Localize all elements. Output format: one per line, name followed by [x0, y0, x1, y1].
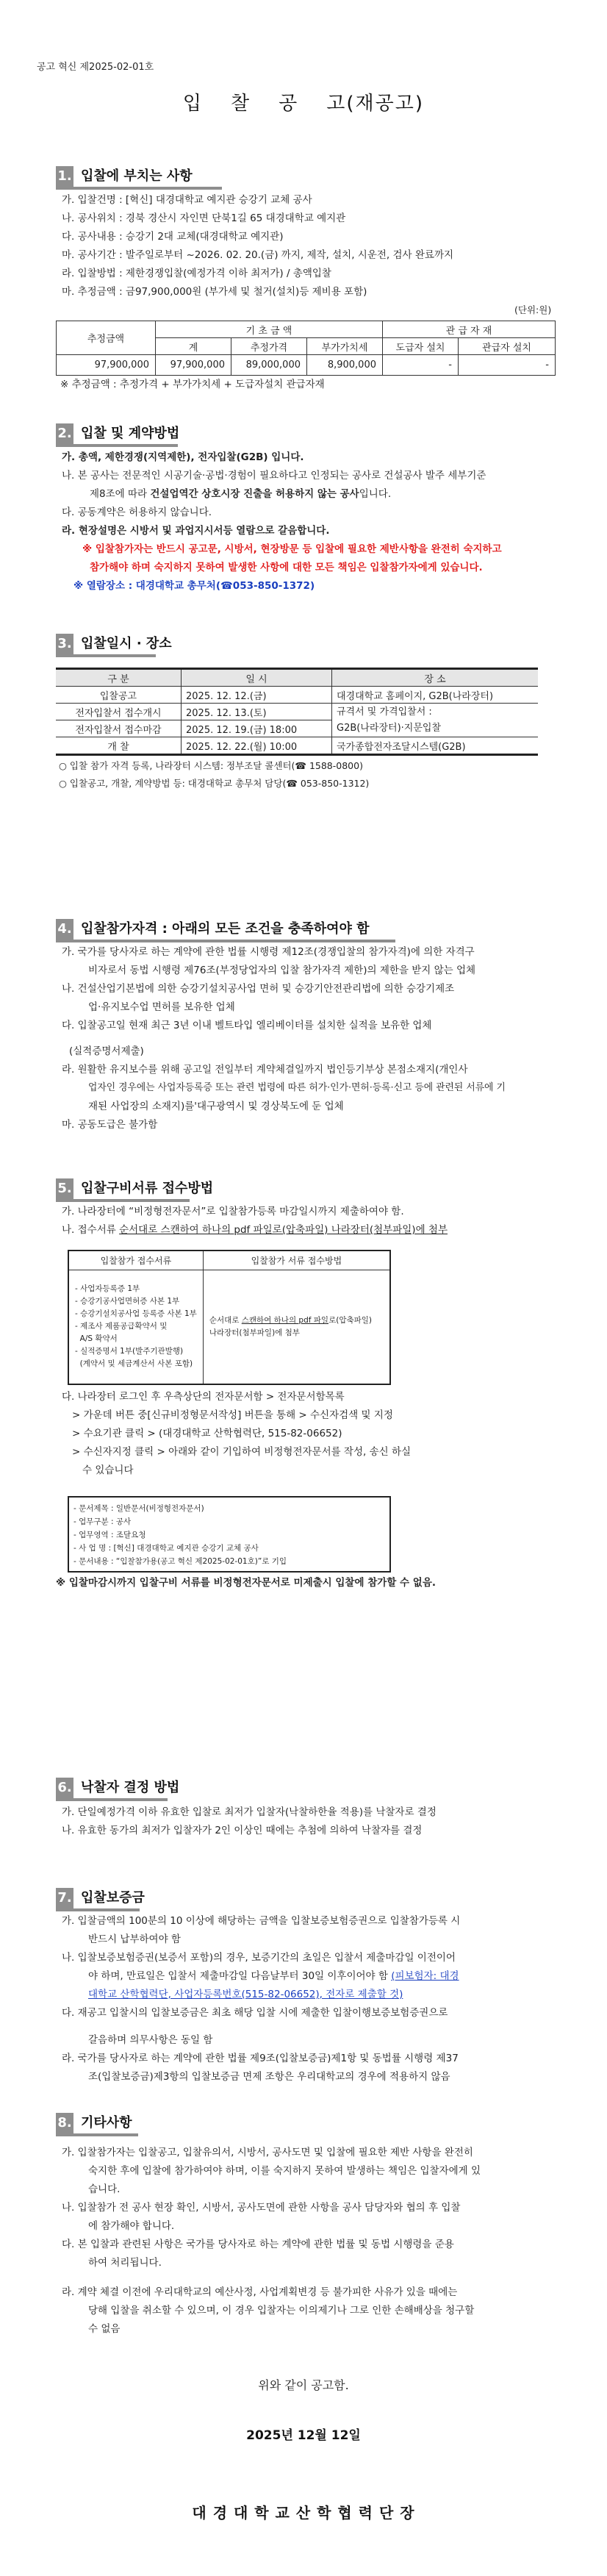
section-title: 입찰보증금 [81, 1890, 145, 1906]
s1-item: 마. 공사기간 : 발주일로부터 ~2026. 02. 20.(금) 까지, 제작, 설치, 시운전, 검사 완료까지 [62, 249, 454, 261]
form-line: - 문서제목 : 일반문서(비정형전자문서) [73, 1504, 204, 1513]
row-datetime: 2025. 12. 22.(월) 10:00 [182, 737, 332, 755]
s5-item-c: > 수신자지정 클릭 > 아래와 같이 기입하여 비정형전자문서를 작성, 송신 하실 [72, 1446, 412, 1458]
section-number: 7. [56, 1888, 73, 1908]
header-place: 장 소 [332, 669, 539, 687]
s5-item-c: 다. 나라장터 로그인 후 우측상단의 전자문서함 > 전자문서함목록 [62, 1391, 345, 1403]
s6-line: 가. 단일예정가격 이하 유효한 입찰로 최저가 입찰자(낙찰하한율 적용)를 낙찰자로 결정 [62, 1806, 437, 1818]
header-supply-material: 관 급 자 재 [383, 321, 556, 338]
s4-line: 가. 국가를 당사자로 하는 계약에 관한 법률 시행령 제12조(경쟁입찰의 참가자격)에 의한 자격구 [62, 946, 475, 958]
doc-item: A/S 확약서 [75, 1334, 118, 1344]
section-number: 5. [56, 1178, 73, 1199]
section-underline [56, 940, 395, 942]
section-underline [56, 187, 222, 190]
s8-line: 하여 처리됩니다. [88, 2257, 162, 2269]
cell-total: 97,900,000 [156, 355, 231, 376]
s7-line: 라. 국가를 당사자로 하는 계약에 관한 법률 제9조(입찰보증금)제1항 및 동법률 시행령 제37 [62, 2053, 459, 2064]
section-title: 입찰 및 계약방법 [81, 426, 180, 441]
s5-item-b-underlined: 순서대로 스캔하여 하나의 pdf 파일로(압축파일) 나라장터(첨부파일)에 첨부 [119, 1224, 448, 1236]
s8-line: 수 없음 [88, 2323, 121, 2335]
announcement-date: 2025년 12월 12일 [246, 2428, 361, 2443]
s4-line: 재된 사업장의 소재지)를'대구광역시 및 경상북도에 둔 업체 [88, 1101, 344, 1112]
s1-item: 가. 입찰건명 : [혁신] 대경대학교 예지관 승강기 교체 공사 [62, 194, 312, 206]
section-title: 입찰일시 · 장소 [81, 636, 172, 651]
closing-announcement: 위와 같이 공고함. [258, 2378, 349, 2392]
s1-item: 라. 입찰방법 : 제한경쟁입찰(예정가격 이하 최저가) / 총액입찰 [62, 268, 331, 279]
s7-b-pre: 야 하며, 만료일은 입찰서 제출마감일 다음날부터 30일 이후이어야 함 [88, 1970, 392, 1982]
section-title: 입찰에 부치는 사항 [81, 168, 193, 184]
s5-item-b-pre: 나. 접수서류 [62, 1224, 120, 1236]
cell-vat: 8,900,000 [307, 355, 383, 376]
row-datetime: 2025. 12. 13.(토) [182, 704, 332, 720]
section-underline [56, 1798, 168, 1801]
title-part: 고(재공고) [326, 93, 425, 115]
section-underline [56, 444, 178, 447]
docs-list-cell [68, 1270, 203, 1384]
section-title: 기타사항 [81, 2115, 132, 2130]
s5-item-c: > 수요기관 클릭 > (대경대학교 산학협력단, 515-82-06652) [72, 1428, 342, 1439]
estimate-note: ※ 추정금액 : 추정가격 + 부가가치세 + 도급자설치 관급자재 [60, 379, 325, 390]
s7-line [88, 1969, 459, 1983]
doc-item: - 실적증명서 1부(발주기관발행) [75, 1347, 184, 1356]
method-post: 로(압축파일) [328, 1315, 372, 1325]
row-category: 입찰공고 [56, 687, 182, 704]
row-datetime: 2025. 12. 19.(금) 18:00 [182, 720, 332, 737]
document-form-box [68, 1496, 391, 1573]
s7-insured-note: (피보험자: 대경 [391, 1970, 459, 1982]
method-line [209, 1314, 384, 1327]
s2-item-b: 나. 본 공사는 전문적인 시공기술·공법·경험이 필요하다고 인정되는 공사로 건설공사 발주 세부기준 [62, 470, 486, 482]
method-underlined: 스캔하여 하나의 pdf 파일 [241, 1315, 329, 1325]
row-place: 국가종합전자조달시스템(G2B) [332, 737, 539, 755]
s5-item-b [62, 1223, 448, 1237]
cell-govt-install: - [459, 355, 556, 376]
form-line: - 업무영역 : 조달요청 [73, 1531, 146, 1539]
s8-line: 나. 입찰참가 전 공사 현장 확인, 시방서, 공사도면에 관한 사항을 공사 담당자와 협의 후 입찰 [62, 2202, 461, 2214]
header-submit-method: 입찰참가 서류 접수방법 [203, 1251, 390, 1270]
s7-line: 나. 입찰보증보험증권(보증서 포함)의 경우, 보증기간의 초일은 입찰서 제출마감일 이전이어 [62, 1952, 456, 1964]
s8-line: 습니다. [88, 2183, 121, 2195]
s4-line: 업자인 경우에는 사업자등록증 또는 관련 법령에 따른 허가·인가·면허·등록·신고 등에 관련된 서류에 기 [88, 1082, 506, 1093]
title-part: 찰 [231, 93, 251, 115]
title-part: 입 [182, 93, 204, 115]
s5-item-c: > 가운데 버튼 중[신규비정형문서작성] 버튼을 통해 > 수신자검색 및 지정 [72, 1409, 393, 1421]
s4-line: 다. 입찰공고일 현재 최근 3년 이내 벨트타입 엘리베이터를 설치한 실적을 보유한 업체 [62, 1020, 432, 1031]
method-cell [203, 1270, 390, 1384]
method-line: 나라장터(첨부파일)에 첨부 [209, 1328, 300, 1337]
s4-line: 나. 건설산업기본법에 의한 승강기설치공사업 면허 및 승강기안전관리법에 의한 승강기제조 [62, 983, 455, 995]
section-underline [56, 654, 156, 657]
s4-line: 비자로서 동법 시행령 제76조(부정당업자의 입찰 참가자격 제한)의 제한을 받지 않는 업체 [88, 965, 476, 976]
header-total: 계 [156, 338, 231, 355]
s3-note: ○ 입찰공고, 개찰, 계약방법 등: 대경대학교 총무처 담당(☎ 053-850-1312) [59, 778, 370, 789]
doc-item: - 사업자등록증 1부 [75, 1284, 140, 1294]
header-govt-install: 관급자 설치 [459, 338, 556, 355]
s7-line: 반드시 납부하여야 함 [88, 1933, 181, 1945]
s2-warning-line: ※ 입찰참가자는 반드시 공고문, 시방서, 현장방문 등 입찰에 필요한 제반사항을 완전히 숙지하고 [82, 543, 502, 555]
s2-item-b-pre: 제8조에 따라 [90, 488, 151, 500]
s8-line: 에 참가해야 합니다. [88, 2220, 175, 2232]
header-datetime: 일 시 [182, 669, 332, 687]
title-part: 공 [279, 93, 299, 115]
header-estimated-price: 추정가격 [231, 338, 307, 355]
page-title [0, 88, 607, 115]
s5-warning: ※ 입찰마감시까지 입찰구비 서류를 비정형전자문서로 미제출시 입찰에 참가할 수 없음. [56, 1577, 436, 1589]
header-category: 구 분 [56, 669, 182, 687]
row-datetime: 2025. 12. 12.(금) [182, 687, 332, 704]
s3-note: ○ 입찰 참가 자격 등록, 나라장터 시스템: 정부조달 콜센터(☎ 1588-0800) [59, 760, 363, 771]
cell-estimate: 97,900,000 [57, 355, 156, 376]
s8-line: 당해 입찰을 취소할 수 있으며, 이 경우 입찰자는 이의제기나 그로 인한 손해배상을 청구할 [88, 2305, 475, 2316]
s5-item-c: 수 있습니다 [82, 1464, 134, 1476]
unit-label: (단위:원) [514, 304, 552, 315]
header-contractor-install: 도급자 설치 [383, 338, 459, 355]
s8-line: 숙지한 후에 입찰에 참가하여야 하며, 이를 숙지하지 못하여 발생하는 책임은 입찰자에게 있 [88, 2165, 481, 2177]
table-row [56, 687, 538, 704]
s2-item-d: 라. 현장설명은 시방서 및 과업지시서등 열람으로 갈음합니다. [62, 525, 330, 537]
method-pre: 순서대로 [209, 1315, 242, 1325]
row-category: 전자입찰서 접수마감 [56, 720, 182, 737]
schedule-table [56, 668, 538, 756]
header-submit-docs: 입찰참가 접수서류 [68, 1251, 203, 1270]
section-underline [56, 2133, 138, 2136]
s7-line: 조(입찰보증금)제3항의 입찰보증금 면제 조항은 우리대학교의 경우에 적용하지 않음 [88, 2071, 450, 2083]
s2-item-b-bold: 건설업역간 상호시장 진출을 허용하지 않는 공사 [150, 488, 359, 500]
s8-line: 가. 입찰참가자는 입찰공고, 입찰유의서, 시방서, 공사도면 및 입찰에 필요한 제반 사항을 완전히 [62, 2147, 473, 2158]
s2-item-a [62, 450, 304, 465]
row-place-merged [332, 704, 539, 737]
s2-item-b-cont [90, 487, 391, 501]
s4-line: 업·유지보수업 면허를 보유한 업체 [88, 1001, 235, 1013]
section-title: 낙찰자 결정 방법 [81, 1780, 180, 1795]
s1-item: 다. 공사내용 : 승강기 2대 교체(대경대학교 예지관) [62, 231, 284, 243]
issuer-name: 대 경 대 학 교 산 학 협 력 단 장 [192, 2504, 415, 2522]
s8-line: 다. 본 입찰과 관련된 사항은 국가를 당사자로 하는 계약에 관한 법률 및 동법 시행령을 준용 [62, 2239, 454, 2250]
submission-docs-table [68, 1250, 391, 1385]
row-category: 개 찰 [56, 737, 182, 755]
form-line: - 업무구분 : 공사 [73, 1517, 132, 1526]
section-number: 8. [56, 2113, 73, 2133]
s4-line: 마. 공동도급은 불가함 [62, 1119, 158, 1131]
s7-insured-note-cont: 대학교 산학협력단, 사업자등록번호(515-82-06652), 전자로 제출할 것) [88, 1989, 403, 2000]
cell-contractor-install: - [383, 355, 459, 376]
section-number: 6. [56, 1778, 73, 1798]
doc-item: - 승강기설치공사업 등록증 사본 1부 [75, 1309, 197, 1319]
s2-item-c: 다. 공동계약은 허용하지 않습니다. [62, 507, 212, 518]
section-number: 4. [56, 919, 73, 940]
document-number: 공고 혁신 제2025-02-01호 [37, 62, 154, 73]
doc-item: - 승강기공사업면허증 사본 1부 [75, 1297, 180, 1306]
section-number: 2. [56, 423, 73, 444]
budget-table [56, 321, 556, 376]
section-underline [56, 1908, 140, 1911]
s4-line: 라. 원활한 유지보수를 위해 공고일 전일부터 계약체결일까지 법인등기부상 본점소재지(개인사 [62, 1064, 468, 1076]
s7-line: 가. 입찰금액의 100분의 10 이상에 해당하는 금액을 입찰보증보험증권으로 입찰참가등록 시 [62, 1915, 461, 1927]
s2-warning-line: 참가해야 하며 숙지하지 못하여 발생한 사항에 대한 모든 책임은 입찰참가자에게 있습니다. [90, 562, 483, 573]
section-title: 입찰구비서류 접수방법 [81, 1181, 214, 1196]
row-place: 규격서 및 가격입찰서 : [337, 706, 432, 718]
s1-item: 나. 공사위치 : 경북 경산시 자인면 단북1길 65 대경대학교 예지관 [62, 212, 346, 224]
form-line: - 사 업 명 : [혁신] 대경대학교 예지관 승강기 교체 공사 [73, 1544, 259, 1553]
s2-item-a-text: 가. 총액, 제한경쟁(지역제한), 전자입찰(G2B) 입니다. [62, 451, 304, 463]
cell-estimated-price: 89,000,000 [231, 355, 307, 376]
header-base-amount: 기 초 금 액 [156, 321, 383, 338]
header-estimate: 추정금액 [57, 321, 156, 355]
row-place: 대경대학교 홈페이지, G2B(나라장터) [332, 687, 539, 704]
row-place: G2B(나라장터)·지문입찰 [337, 722, 442, 734]
header-vat: 부가가치세 [307, 338, 383, 355]
table-row [56, 704, 538, 720]
s7-line: 다. 재공고 입찰시의 입찰보증금은 최초 해당 입찰 시에 제출한 입찰이행보증보험증권으로 [62, 2007, 448, 2019]
s2-view-place: ※ 열람장소 : 대경대학교 총무처(☎053-850-1372) [73, 580, 315, 592]
s1-item: 마. 추정금액 : 금97,900,000원 (부가세 및 철거(설치)등 제비용 포함) [62, 286, 367, 298]
section-underline [56, 1199, 190, 1202]
s4-line: (실적증명서제출) [69, 1045, 144, 1057]
s7-line: 갈음하며 의무사항은 동일 함 [88, 2034, 213, 2046]
table-row [56, 737, 538, 755]
row-category: 전자입찰서 접수개시 [56, 704, 182, 720]
section-title: 입찰참가자격 : 아래의 모든 조건을 충족하여야 함 [81, 921, 370, 937]
s6-line: 나. 유효한 동가의 최저가 입찰자가 2인 이상인 때에는 추첨에 의하여 낙찰자를 결정 [62, 1825, 423, 1836]
section-number: 3. [56, 634, 73, 654]
s2-item-b-post: 입니다. [359, 488, 392, 500]
form-line: - 문서내용 : “입찰참가용(공고 혁신 제2025-02-01호)”로 기입 [73, 1557, 287, 1566]
section-number: 1. [56, 166, 73, 187]
doc-item: (계약서 및 세금계산서 사본 포함) [75, 1359, 193, 1369]
s8-line: 라. 계약 체결 이전에 우리대학교의 예산사정, 사업계획변경 등 불가피한 사유가 있을 때에는 [62, 2286, 458, 2298]
doc-item: - 제조사 제품공급확약서 및 [75, 1322, 168, 1331]
s5-item-a: 가. 나라장터에 “비정형전자문서”로 입찰참가등록 마감일시까지 제출하여야 함. [62, 1206, 404, 1217]
